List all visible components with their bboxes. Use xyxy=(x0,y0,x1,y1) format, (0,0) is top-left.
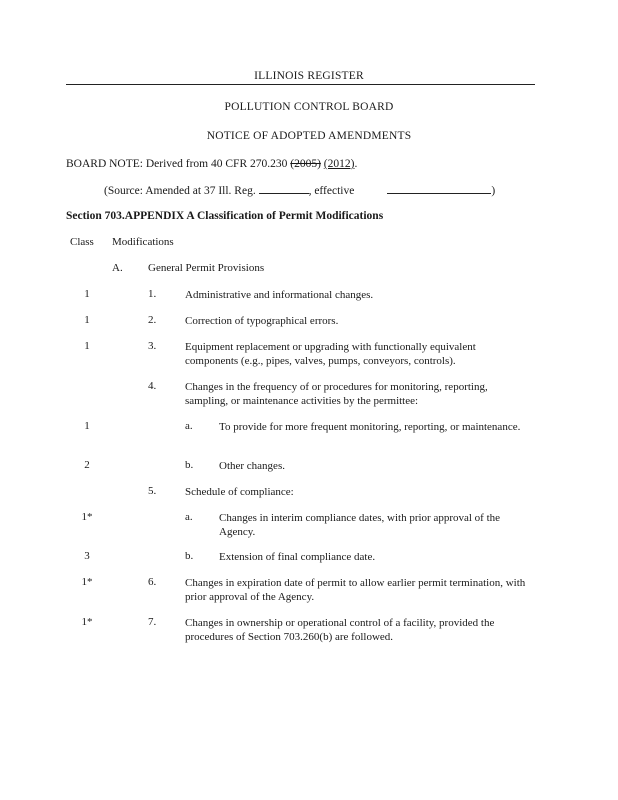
item-class: 1 xyxy=(84,420,90,432)
source-reg-blank xyxy=(259,184,309,194)
item-class: 1 xyxy=(84,288,90,300)
source-note xyxy=(104,184,495,197)
source-middle: , effective xyxy=(308,185,355,197)
item-class: 1* xyxy=(81,616,93,628)
column-header-modifications: Modifications xyxy=(112,236,174,248)
board-note-added-year: (2012) xyxy=(323,158,355,170)
item-class: 3 xyxy=(84,550,90,562)
column-header-class: Class xyxy=(70,236,94,248)
group-title: General Permit Provisions xyxy=(148,262,265,274)
item-number: 4. xyxy=(148,380,157,392)
item-number: b. xyxy=(185,550,194,562)
notice-title: NOTICE OF ADOPTED AMENDMENTS xyxy=(206,130,412,142)
board-note xyxy=(66,158,357,170)
group-letter: A. xyxy=(112,262,123,274)
source-prefix: (Source: Amended at 37 Ill. Reg. xyxy=(104,185,259,197)
item-text: Changes in interim compliance dates, with prior approval of the Agency. xyxy=(219,512,501,538)
item-number: a. xyxy=(185,420,193,432)
item-number: 5. xyxy=(148,485,157,497)
board-note-struck-year: (2005) xyxy=(290,158,321,170)
item-text: To provide for more frequent monitoring, reporting, or maintenance. xyxy=(219,421,521,433)
item-text: Correction of typographical errors. xyxy=(185,315,339,327)
header-rule xyxy=(66,84,535,85)
item-text: Changes in the frequency of or procedures for monitoring, reporting, sampling, or maintenance activities by the permittee: xyxy=(185,381,488,407)
source-suffix: ) xyxy=(491,185,496,197)
item-number: 2. xyxy=(148,314,157,326)
board-note-suffix: . xyxy=(354,158,358,170)
section-heading: Section 703.APPENDIX A Classification of Permit Modifications xyxy=(66,210,384,222)
item-number: b. xyxy=(185,459,194,471)
item-class: 1 xyxy=(84,314,90,326)
item-number: 1. xyxy=(148,288,157,300)
item-text: Changes in ownership or operational control of a facility, provided the procedures of Section 703.260(b) are followed. xyxy=(185,617,495,643)
item-text: Extension of final compliance date. xyxy=(219,551,376,563)
item-class: 1* xyxy=(81,576,93,588)
board-title: POLLUTION CONTROL BOARD xyxy=(224,101,394,113)
item-class: 1* xyxy=(81,511,93,523)
item-number: a. xyxy=(185,511,193,523)
item-number: 7. xyxy=(148,616,157,628)
source-date-blank xyxy=(387,184,491,194)
item-number: 3. xyxy=(148,340,157,352)
register-title: ILLINOIS REGISTER xyxy=(254,70,364,82)
item-text: Schedule of compliance: xyxy=(185,486,294,498)
item-number: 6. xyxy=(148,576,157,588)
item-text: Equipment replacement or upgrading with functionally equivalent components (e.g., pipes, valves, pumps, conveyors, controls). xyxy=(185,341,476,367)
item-class: 1 xyxy=(84,340,90,352)
item-text: Changes in expiration date of permit to allow earlier permit termination, with prior approval of the Agency. xyxy=(185,577,526,603)
board-note-prefix: BOARD NOTE: Derived from 40 CFR 270.230 xyxy=(66,158,291,170)
item-text: Administrative and informational changes. xyxy=(185,289,374,301)
item-class: 2 xyxy=(84,459,90,471)
item-text: Other changes. xyxy=(219,460,285,472)
